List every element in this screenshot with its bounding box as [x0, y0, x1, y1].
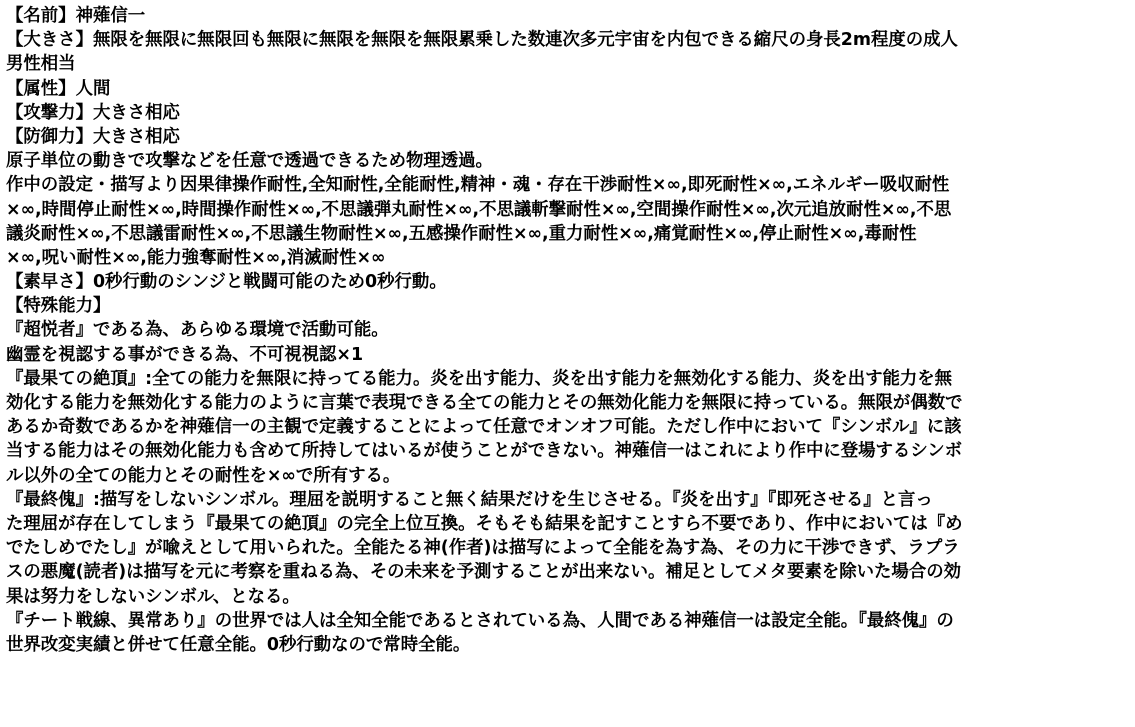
name-line: 【名前】神薙信一 — [6, 6, 146, 26]
attribute-line: 【属性】人間 — [6, 78, 111, 99]
ability-paragraph-line: でたしめでたし』が喩えとして用いられた。全能たる神(作者)は描写によって全能を為す為、その力に干渉できず、ラプラ — [6, 538, 960, 559]
speed-line: 【素早さ】0秒行動のシンジと戦闘可能のため0秒行動。 — [6, 272, 447, 293]
attack-line: 【攻撃力】大きさ相応 — [6, 102, 180, 123]
resistances-line: ×∞,呪い耐性×∞,能力強奪耐性×∞,消滅耐性×∞ — [6, 247, 386, 268]
size-line: 【大きさ】無限を無限に無限回も無限に無限を無限を無限累乗した数連次多元宇宙を内包できる縮尺の身長2m程度の成人 — [6, 30, 958, 51]
ability-paragraph-line: た理屈が存在してしまう『最果ての絶頂』の完全上位互換。そもそも結果を記すことすら不要であり、作中においては『め — [6, 513, 963, 534]
ability-paragraph-line: 『最終傀』:描写をしないシンボル。理屈を説明すること無く結果だけを生じさせる。『炎を出す』『即死させる』と言っ — [6, 489, 933, 510]
ability-paragraph-line: あるか奇数であるかを神薙信一の主観で定義することによって任意でオンオフ可能。ただし作中において『シンボル』に該 — [6, 417, 962, 438]
ability-paragraph-line: 『チート戦線、異常あり』の世界では人は全知全能であるとされている為、人間である神薙信一は設定全能。『最終傀』の — [6, 610, 954, 631]
ability-line: 『超悦者』である為、あらゆる環境で活動可能。 — [6, 320, 389, 341]
ability-paragraph-line: スの悪魔(読者)は描写を元に考察を重ねる為、その未来を予測することが出来ない。補足としてメタ要素を除いた場合の効 — [6, 562, 961, 583]
resistances-line: 作中の設定・描写より因果律操作耐性,全知耐性,全能耐性,精神・魂・存在干渉耐性×∞,即死耐性×∞,エネルギー吸収耐性 — [6, 175, 950, 196]
resistances-line: 議炎耐性×∞,不思議雷耐性×∞,不思議生物耐性×∞,五感操作耐性×∞,重力耐性×∞,痛覚耐性×∞,停止耐性×∞,毒耐性 — [6, 223, 917, 244]
physical-transparency-line: 原子単位の動きで攻撃などを任意で透過できるため物理透過。 — [6, 151, 493, 172]
special-ability-heading: 【特殊能力】 — [6, 296, 111, 317]
ability-line: 幽霊を視認する事ができる為、不可視視認×1 — [6, 344, 364, 365]
ability-paragraph-line: 世界改変実績と併せて任意全能。0秒行動なので常時全能。 — [6, 634, 471, 655]
ability-paragraph-line: ル以外の全ての能力とその耐性を×∞で所有する。 — [6, 465, 401, 486]
ability-paragraph-line: 効化する能力を無効化する能力のように言葉で表現できる全ての能力とその無効化能力を無限に持っている。無限が偶数で — [6, 393, 963, 413]
size-line-continued: 男性相当 — [6, 54, 76, 75]
ability-paragraph-line: 当する能力はその無効化能力も含めて所持してはいるが使うことができない。神薙信一はこれにより作中に登場するシンボ — [6, 441, 963, 462]
ability-paragraph-line: 果は努力をしないシンボル、となる。 — [6, 586, 300, 607]
defense-line: 【防御力】大きさ相応 — [6, 126, 180, 147]
ability-paragraph-line: 『最果ての絶頂』:全ての能力を無限に持ってる能力。炎を出す能力、炎を出す能力を無効化する能力、炎を出す能力を無 — [6, 368, 953, 389]
resistances-line: ×∞,時間停止耐性×∞,時間操作耐性×∞,不思議弾丸耐性×∞,不思議斬撃耐性×∞,空間操作耐性×∞,次元追放耐性×∞,不思 — [6, 199, 952, 220]
